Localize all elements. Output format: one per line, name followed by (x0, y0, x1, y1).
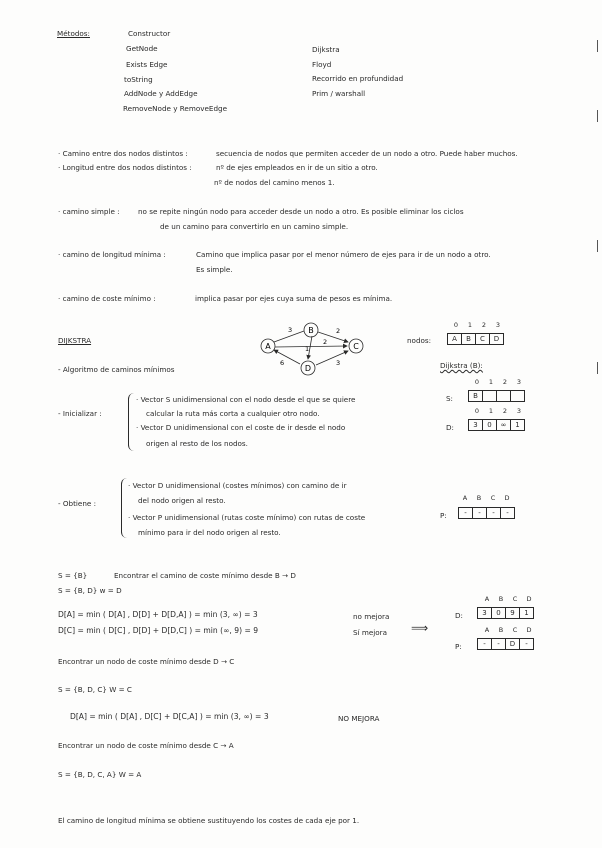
equation-note: Sí mejora (353, 628, 388, 637)
algoritmo-text: - Algoritmo de caminos mínimos (58, 365, 175, 374)
margin-mark (597, 110, 598, 122)
edge-weight: 3 (288, 326, 293, 334)
equation: D[A] = min ( D[A] , D[C] + D[C,A] ) = min (3, ∞) = 3 (70, 712, 269, 721)
final-note: El camino de longitud mínima se obtiene sustituyendo los costes de cada eje por 1. (58, 816, 360, 825)
def-simple-label: · camino simple : (58, 207, 120, 216)
init-text: · Vector S unidimensional con el nodo desde el que se quiere (136, 395, 356, 404)
equation: D[A] = min ( D[A] , D[D] + D[D,A] ) = min (3, ∞) = 3 (58, 610, 258, 619)
metodo-item: Recorrido en profundidad (312, 74, 404, 83)
edge-weight: 1 (305, 345, 310, 353)
step-text: Encontrar un nodo de coste mínimo desde D → C (58, 657, 235, 666)
edge-a-c (275, 346, 347, 347)
dijkstra-heading: DIJKSTRA (58, 336, 92, 345)
margin-mark (597, 240, 598, 252)
step-text: Encontrar el camino de coste mínimo desde B → D (114, 571, 296, 580)
p-index: A B C D (462, 494, 510, 502)
metodo-item: Constructor (128, 29, 171, 38)
edge-weight: 2 (336, 327, 341, 335)
step-s: S = {B, D, C} W = C (58, 685, 132, 694)
d-vector: 3 0 ∞ 1 (468, 419, 525, 431)
node-label: A (265, 342, 271, 351)
def-longitud-text: nº de ejes empleados en ir de un sitio a otro. (216, 163, 378, 172)
margin-mark (597, 362, 598, 374)
d2-vector: 3 0 9 1 (477, 607, 534, 619)
s-vector: B (468, 390, 525, 402)
metodo-item: AddNode y AddEdge (124, 89, 198, 98)
def-minlong-label: · camino de longitud mínima : (58, 250, 166, 259)
equation-note: NO MEJORA (338, 714, 380, 723)
inicializar-label: - Inicializar : (58, 409, 102, 418)
metodo-item: Floyd (312, 60, 332, 69)
def-minlong-text: Es simple. (196, 265, 233, 274)
edge-d-c (316, 351, 348, 365)
node-label: C (353, 342, 359, 351)
p-label: P: (440, 511, 447, 520)
obtiene-text: · Vector D unidimensional (costes mínimos) con camino de ir (128, 481, 347, 490)
def-minlong-text: Camino que implica pasar por el menor número de ejes para ir de un nodo a otro. (196, 250, 491, 259)
edge-weight: 6 (280, 359, 285, 367)
obtiene-text: mínimo para ir del nodo origen al resto. (138, 528, 281, 537)
step-s: S = {B, D, C, A} W = A (58, 770, 142, 779)
edge-weight: 3 (336, 359, 341, 367)
step-s: S = {B} (58, 571, 88, 580)
d2-index: A B C D (484, 595, 532, 603)
p2-label: P: (455, 642, 462, 651)
dijkstra-b-label: Dijkstra (B): (440, 361, 483, 370)
def-longitud-text: nº de nodos del camino menos 1. (214, 178, 335, 187)
nodos-index: 0 1 2 3 (453, 321, 501, 329)
metodo-item: GetNode (126, 44, 158, 53)
metodo-item: Prim / warshall (312, 89, 366, 98)
p2-vector: - - D - (477, 638, 534, 650)
metodo-item: toString (124, 75, 153, 84)
def-camino-label: · Camino entre dos nodos distintos : (58, 149, 188, 158)
init-text: · Vector D unidimensional con el coste de ir desde el nodo (136, 423, 346, 432)
nodos-label: nodos: (407, 336, 432, 345)
metodo-item: Exists Edge (126, 60, 168, 69)
equation: D[C] = min ( D[C] , D[D] + D[D,C] ) = min (∞, 9) = 9 (58, 626, 259, 635)
graph-diagram (250, 318, 380, 378)
metodo-item: Dijkstra (312, 45, 340, 54)
init-text: calcular la ruta más corta a cualquier otro nodo. (146, 409, 320, 418)
def-simple-text: no se repite ningún nodo para acceder desde un nodo a otro. Es posible eliminar los ciclos (138, 207, 464, 216)
d-index: 0 1 2 3 (474, 407, 522, 415)
def-mincost-label: · camino de coste mínimo : (58, 294, 156, 303)
obtiene-text: · Vector P unidimensional (rutas coste mínimo) con rutas de coste (128, 513, 366, 522)
node-label: D (304, 364, 312, 373)
metodo-item: RemoveNode y RemoveEdge (123, 104, 228, 113)
implies-arrow: ⟹ (411, 621, 429, 635)
node-label: B (308, 326, 314, 335)
nodos-vector: A B C D (447, 333, 504, 345)
brace (128, 393, 135, 451)
s-index: 0 1 2 3 (474, 378, 522, 386)
def-mincost-text: implica pasar por ejes cuya suma de pesos es mínima. (195, 294, 393, 303)
edge-weight: 2 (323, 338, 328, 346)
step-s: S = {B, D} w = D (58, 586, 122, 595)
metodos-heading: Métodos: (57, 29, 90, 38)
obtiene-label: - Obtiene : (58, 499, 97, 508)
obtiene-text: del nodo origen al resto. (138, 496, 226, 505)
edge-d-a (274, 350, 300, 364)
init-text: origen al resto de los nodos. (146, 439, 248, 448)
d2-label: D: (455, 611, 463, 620)
def-longitud-label: · Longitud entre dos nodos distintos : (58, 163, 192, 172)
def-camino-text: secuencia de nodos que permiten acceder de un nodo a otro. Puede haber muchos. (216, 149, 518, 158)
margin-mark (597, 40, 598, 52)
def-simple-text: de un camino para convertirlo en un camino simple. (160, 222, 349, 231)
d-label: D: (446, 423, 454, 432)
p2-index: A B C D (484, 626, 532, 634)
equation-note: no mejora (353, 612, 390, 621)
brace (121, 478, 128, 538)
step-text: Encontrar un nodo de coste mínimo desde C → A (58, 741, 234, 750)
p-vector: - - - - (458, 507, 515, 519)
s-label: S: (446, 394, 453, 403)
